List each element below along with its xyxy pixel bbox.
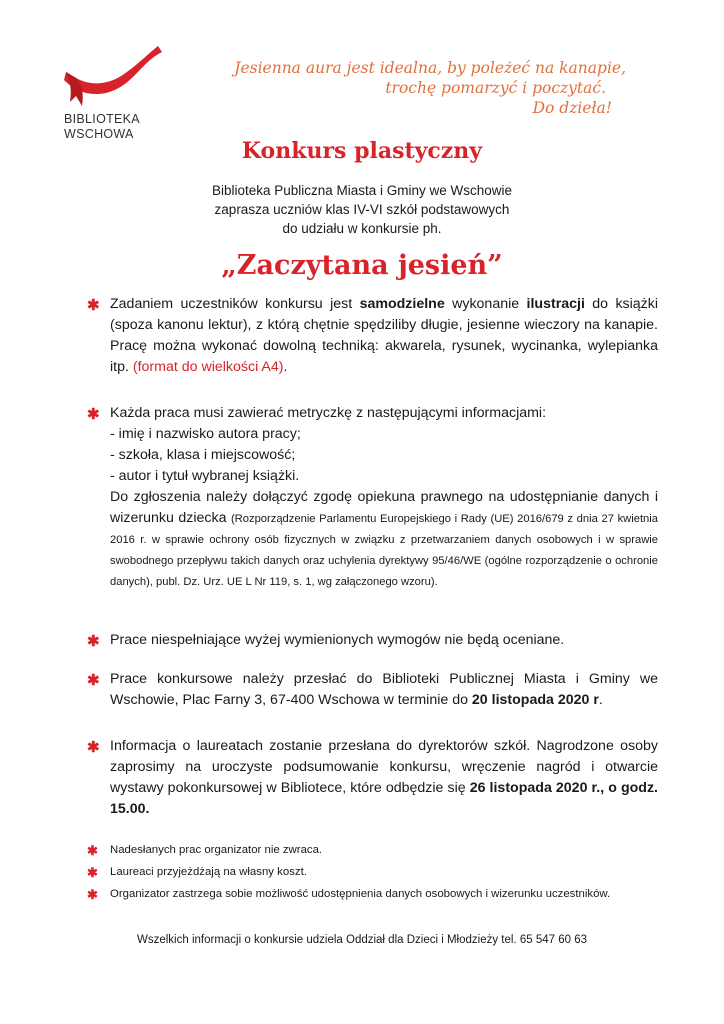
- text: wykonanie: [444, 296, 527, 312]
- rule-submission: [87, 669, 658, 711]
- contest-name: „Zaczytana jesień”: [221, 250, 503, 281]
- text: Zadaniem uczestników konkursu jest: [110, 296, 360, 312]
- intro-line: zaprasza uczniów klas IV-VI szkół podstawowych: [214, 202, 510, 217]
- ribbon-icon: [62, 44, 172, 112]
- list-item: - imię i nazwisko autora pracy;: [110, 426, 301, 442]
- motto-line: Do dzieła!: [532, 99, 612, 117]
- text: Prace niespełniające wyżej wymienionych wymogów nie będą oceniane.: [110, 632, 565, 648]
- text-bold: samodzielne: [359, 296, 445, 312]
- note: [87, 886, 658, 903]
- intro-line: Biblioteka Publiczna Miasta i Gminy we Wschowie: [211, 183, 513, 198]
- bullet-icon: ✱: [87, 739, 100, 756]
- contact-footer: Wszelkich informacji o konkursie udziela Oddział dla Dzieci i Młodzieży tel. 65 547 60 63: [137, 934, 587, 946]
- rule-rejection: [87, 630, 658, 651]
- logo-text-line2: WSCHOWA: [64, 127, 134, 141]
- text: .: [598, 692, 603, 708]
- list-item: - szkoła, klasa i miejscowość;: [110, 447, 296, 463]
- motto-line: trochę pomarzyć i poczytać.: [385, 79, 606, 97]
- library-logo: [62, 44, 172, 141]
- format-note: (format do wielkości A4): [132, 359, 284, 375]
- note-text: Organizator zastrzega sobie możliwość udostępnienia danych osobowych i wizerunku uczestników.: [110, 888, 611, 900]
- rule-metrics: [87, 403, 658, 592]
- text: .: [283, 359, 288, 375]
- text: do książki (spoza kanonu lektur), z którą chętnie spędziliby długie, jesienne wieczory na kanapie. Pracę można wykonać dowolną techniką: akwarela, rysunek, wycinanka, wylepianka itp.: [110, 296, 659, 375]
- event-date: 26 listopada 2020 r., o godz. 15.00.: [110, 780, 658, 817]
- page-title: Konkurs plastyczny: [241, 138, 483, 164]
- bullet-icon: ✱: [87, 672, 100, 689]
- motto: [234, 58, 626, 118]
- text-bold: ilustracji: [526, 296, 585, 312]
- bullet-icon: ✱: [87, 843, 98, 858]
- logo-text-line1: BIBLIOTEKA: [64, 112, 140, 126]
- text: Każda praca musi zawierać metryczkę z następującymi informacjami:: [110, 405, 547, 421]
- text: Informacja o laureatach zostanie przesłana do dyrektorów szkół. Nagrodzone osoby zaprosimy na uroczyste podsumowanie konkursu, wręczenie nagród i otwarcie wystawy pokonkursowej w Bibliotece, które odbędzie się: [110, 738, 658, 796]
- bullet-icon: ✱: [87, 633, 100, 650]
- note-text: Nadesłanych prac organizator nie zwraca.: [110, 844, 323, 856]
- rule-results: [87, 736, 658, 820]
- list-item: - autor i tytuł wybranej książki.: [110, 468, 300, 484]
- note: [87, 864, 658, 881]
- note-text: Laureaci przyjeżdżają na własny koszt.: [110, 866, 307, 878]
- intro: [0, 181, 724, 238]
- intro-line: do udziału w konkursie ph.: [282, 221, 442, 236]
- deadline: 20 listopada 2020 r: [471, 692, 599, 708]
- bullet-icon: ✱: [87, 406, 100, 423]
- rule-task: [87, 294, 659, 378]
- bullet-icon: ✱: [87, 887, 98, 902]
- text: Prace konkursowe należy przesłać do Biblioteki Publicznej Miasta i Gminy we Wschowie, Plac Farny 3, 67-400 Wschowa w terminie do: [110, 671, 658, 708]
- motto-line: Jesienna aura jest idealna, by poleżeć na kanapie,: [234, 59, 626, 77]
- bullet-icon: ✱: [87, 865, 98, 880]
- bullet-icon: ✱: [87, 297, 100, 314]
- legal-note: (Rozporządzenie Parlamentu Europejskiego i Rady (UE) 2016/679 z dnia 27 kwietnia 2016 r. w sprawie ochrony osób fizycznych w związku z przetwarzaniem danych osobowych i w sprawie swobodnego przepływu takich danych oraz uchylenia dyrektywy 95/46/WE (ogólne rozporządzenie o ochronie danych), publ. Dz. Urz. UE L Nr 119, s. 1, wg załączonego wzoru).: [110, 513, 658, 588]
- note: [87, 842, 658, 859]
- text: Do zgłoszenia należy dołączyć zgodę opiekuna prawnego na udostępnianie danych i wizerunku dziecka: [110, 489, 658, 526]
